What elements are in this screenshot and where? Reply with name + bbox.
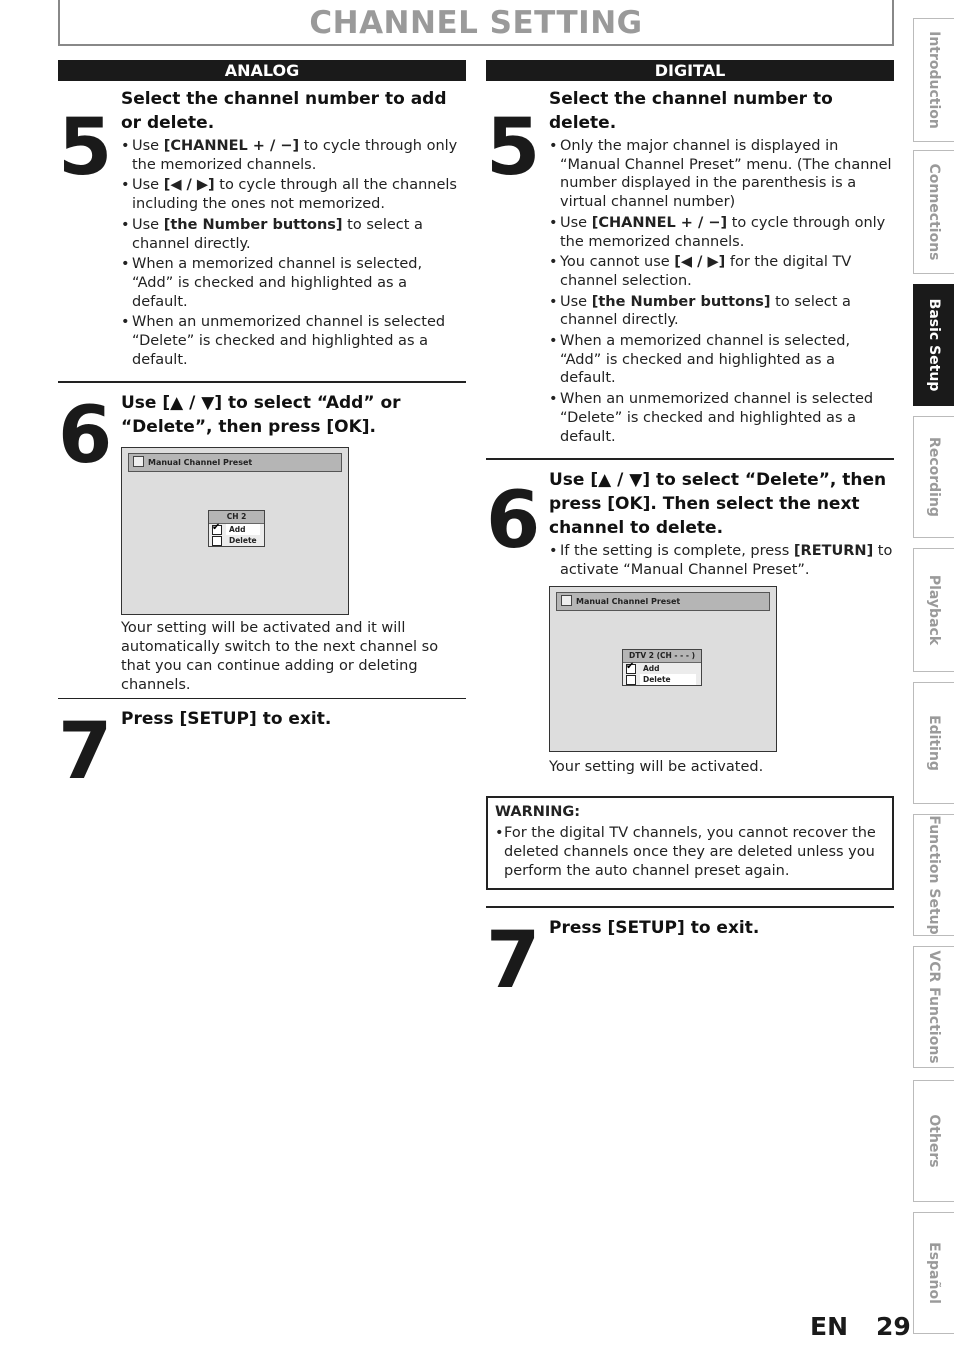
footer-language: EN	[810, 1312, 849, 1341]
analog-header: ANALOG	[58, 60, 466, 81]
analog-step-6	[58, 391, 466, 695]
digital-step-5	[486, 87, 894, 446]
bullet-item: • When a memorized channel is selected, “Add” is checked and highlighted as a default.	[549, 332, 894, 388]
menu-option-add: ✔Add	[209, 524, 264, 535]
analog-column	[58, 60, 466, 797]
menu-option-add: ✔Add	[623, 663, 701, 674]
side-tab-function-setup[interactable]: Function Setup	[913, 814, 954, 936]
bullet-item: • Use [the Number buttons] to select a channel directly.	[549, 293, 894, 330]
warning-title: WARNING:	[495, 804, 581, 821]
step-title: Select the channel number to delete.	[549, 89, 833, 133]
screen-title-bar: Manual Channel Preset	[556, 592, 770, 611]
menu-option-delete: Delete	[623, 674, 701, 685]
menu-icon	[561, 595, 572, 606]
warning-text: • For the digital TV channels, you cannot recover the deleted channels once they are deleted unless you perform the auto channel preset again.	[495, 824, 885, 880]
side-tab-recording[interactable]: Recording	[913, 416, 954, 538]
checkbox-checked-icon	[212, 525, 222, 535]
menu-icon	[133, 456, 144, 467]
menu-channel: DTV 2 (CH - - - )	[623, 650, 701, 663]
warning-box	[486, 796, 894, 890]
step-number: 7	[58, 707, 113, 797]
bullet-item: • If the setting is complete, press [RETURN] to activate “Manual Channel Preset”.	[549, 542, 894, 579]
digital-column	[486, 60, 894, 1007]
digital-header: DIGITAL	[486, 60, 894, 81]
bullet-list	[121, 137, 466, 369]
menu-option-delete: Delete	[209, 535, 264, 546]
tv-screen-image	[121, 447, 349, 615]
bullet-item: • When an unmemorized channel is selected “Delete” is checked and highlighted as a default.	[549, 390, 894, 446]
step-number: 6	[58, 391, 113, 481]
bullet-item: • Use [CHANNEL + / −] to cycle through only the memorized channels.	[121, 137, 466, 174]
bullet-item: • Use [the Number buttons] to select a channel directly.	[121, 216, 466, 253]
divider	[486, 906, 894, 908]
step-title: Press [SETUP] to exit.	[549, 918, 760, 939]
bullet-item: • Use [◀ / ▶] to cycle through all the channels including the ones not memorized.	[121, 176, 466, 213]
checkbox-checked-icon	[626, 664, 636, 674]
tv-screen-image	[549, 586, 777, 752]
checkbox-icon	[212, 536, 222, 546]
analog-step-5	[58, 87, 466, 375]
side-tab-playback[interactable]: Playback	[913, 548, 954, 672]
digital-step-6	[486, 468, 894, 788]
analog-step-7	[58, 707, 466, 797]
step-note: Your setting will be activated and it will automatically switch to the next channel so that you can continue adding or deleting channels.	[121, 620, 439, 693]
bullet-item: • When an unmemorized channel is selected “Delete” is checked and highlighted as a default.	[121, 313, 466, 369]
side-tab-connections[interactable]: Connections	[913, 150, 954, 274]
side-tab-vcr-functions[interactable]: VCR Functions	[913, 946, 954, 1068]
step-number: 5	[486, 103, 541, 193]
digital-step-7	[486, 916, 894, 1007]
step-number: 7	[486, 916, 541, 1007]
side-tab-introduction[interactable]: Introduction	[913, 18, 954, 142]
page-title: CHANNEL SETTING	[309, 5, 643, 41]
bullet-list	[495, 824, 885, 880]
page-title-box	[58, 0, 894, 46]
channel-menu	[208, 510, 265, 547]
step-title: Use [▲ / ▼] to select “Add” or “Delete”, then press [OK].	[121, 393, 401, 437]
page-number: 29	[876, 1312, 911, 1341]
bullet-item: • Only the major channel is displayed in “Manual Channel Preset” menu. (The channel number displayed in the parenthesis is a virtual channel number)	[549, 137, 894, 212]
bullet-list	[549, 137, 894, 446]
side-tab-editing[interactable]: Editing	[913, 682, 954, 804]
bullet-list	[549, 542, 894, 579]
step-number: 6	[486, 476, 541, 567]
step-number: 5	[58, 103, 113, 193]
step-title: Use [▲ / ▼] to select “Delete”, then press [OK]. Then select the next channel to delete.	[549, 470, 887, 539]
bullet-item: • When a memorized channel is selected, “Add” is checked and highlighted as a default.	[121, 255, 466, 311]
bullet-item: • You cannot use [◀ / ▶] for the digital TV channel selection.	[549, 253, 894, 290]
step-title: Select the channel number to add or delete.	[121, 89, 447, 133]
divider	[58, 698, 466, 699]
step-title: Press [SETUP] to exit.	[121, 709, 332, 729]
menu-channel: CH 2	[209, 511, 264, 524]
side-tab-others[interactable]: Others	[913, 1080, 954, 1202]
step-note: Your setting will be activated.	[549, 758, 764, 775]
channel-menu	[622, 649, 702, 686]
side-tab-espanol[interactable]: Español	[913, 1212, 954, 1334]
checkbox-icon	[626, 675, 636, 685]
divider	[58, 381, 466, 383]
side-tab-basic-setup[interactable]: Basic Setup	[913, 284, 954, 406]
screen-title-bar: Manual Channel Preset	[128, 453, 342, 472]
divider	[486, 458, 894, 460]
bullet-item: • Use [CHANNEL + / −] to cycle through only the memorized channels.	[549, 214, 894, 251]
